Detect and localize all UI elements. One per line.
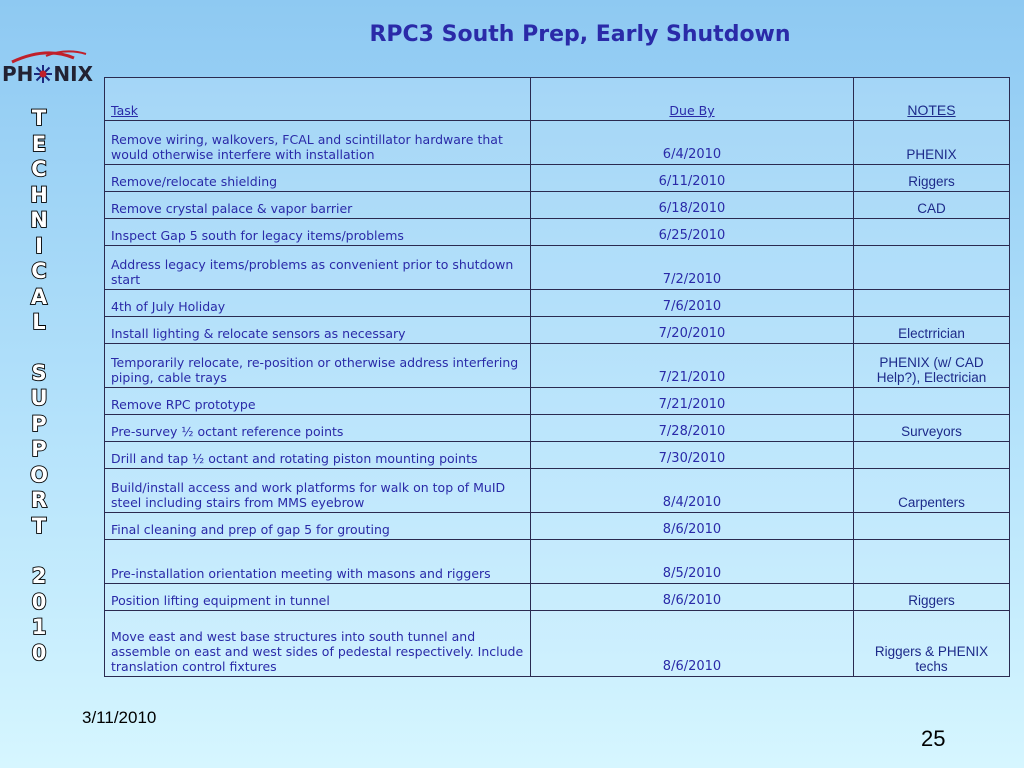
due-date-cell: 8/6/2010	[531, 513, 854, 540]
notes-cell: Surveyors	[854, 415, 1010, 442]
notes-cell	[854, 219, 1010, 246]
due-date-cell: 7/6/2010	[531, 290, 854, 317]
due-date-cell: 6/25/2010	[531, 219, 854, 246]
notes-cell	[854, 513, 1010, 540]
technical-support-2010-vertical-text	[20, 106, 58, 666]
column-header-due-by: Due By	[531, 78, 854, 121]
notes-cell: PHENIX (w/ CAD Help?), Electrician	[854, 344, 1010, 388]
logo-text-left: PH	[2, 62, 34, 86]
notes-cell: PHENIX	[854, 121, 1010, 165]
table-row	[105, 317, 1010, 344]
task-cell: Build/install access and work platforms for walk on top of MuID steel including stairs from MMS eyebrow	[105, 469, 531, 513]
due-date-cell: 7/21/2010	[531, 388, 854, 415]
task-cell: Pre-installation orientation meeting with masons and riggers	[105, 540, 531, 584]
vertical-letter: 1	[31, 615, 47, 639]
due-date-cell: 8/6/2010	[531, 584, 854, 611]
vertical-letter: 0	[31, 640, 47, 665]
vertical-letter: L	[32, 310, 46, 334]
task-cell: Remove RPC prototype	[105, 388, 531, 415]
column-header-notes: NOTES	[854, 78, 1010, 121]
due-date-cell: 7/20/2010	[531, 317, 854, 344]
table-row	[105, 611, 1010, 677]
vertical-letter: P	[31, 411, 47, 436]
due-date-cell: 6/4/2010	[531, 121, 854, 165]
task-cell: Remove/relocate shielding	[105, 165, 531, 192]
logo-text-right: NIX	[53, 62, 94, 86]
notes-cell	[854, 246, 1010, 290]
task-cell: Install lighting & relocate sensors as necessary	[105, 317, 531, 344]
logo-star-icon	[33, 64, 53, 84]
due-date-cell: 8/4/2010	[531, 469, 854, 513]
table-body	[105, 121, 1010, 677]
table-row	[105, 165, 1010, 192]
vertical-letter: A	[30, 284, 48, 309]
notes-cell: Carpenters	[854, 469, 1010, 513]
notes-cell	[854, 442, 1010, 469]
vertical-letter: T	[31, 513, 47, 538]
task-cell: Position lifting equipment in tunnel	[105, 584, 531, 611]
table-row	[105, 290, 1010, 317]
table-row	[105, 469, 1010, 513]
task-cell: Drill and tap ½ octant and rotating piston mounting points	[105, 442, 531, 469]
due-date-cell: 7/28/2010	[531, 415, 854, 442]
task-table	[104, 77, 1010, 677]
notes-cell	[854, 290, 1010, 317]
vertical-letter: U	[30, 386, 48, 410]
table-row	[105, 415, 1010, 442]
vertical-letter: R	[30, 488, 48, 512]
notes-cell	[854, 540, 1010, 584]
due-date-cell: 8/6/2010	[531, 611, 854, 677]
table-row	[105, 192, 1010, 219]
task-cell: Pre-survey ½ octant reference points	[105, 415, 531, 442]
vertical-letter: H	[30, 182, 48, 207]
vertical-letter: N	[30, 208, 48, 232]
column-header-task: Task	[105, 78, 531, 121]
notes-cell	[854, 388, 1010, 415]
slide-title: RPC3 South Prep, Early Shutdown	[369, 22, 791, 47]
vertical-letter: E	[31, 131, 47, 156]
vertical-letter: C	[31, 259, 47, 283]
table-row	[105, 442, 1010, 469]
table-row	[105, 388, 1010, 415]
table-row	[105, 344, 1010, 388]
vertical-letter: 2	[31, 564, 47, 588]
vertical-letter: O	[30, 462, 48, 487]
notes-cell: Riggers	[854, 165, 1010, 192]
page-number: 25	[921, 726, 946, 751]
table-row	[105, 584, 1010, 611]
vertical-letter: I	[35, 233, 43, 258]
notes-cell: Electrrician	[854, 317, 1010, 344]
task-cell: Address legacy items/problems as convenient prior to shutdown start	[105, 246, 531, 290]
notes-cell: CAD	[854, 192, 1010, 219]
task-cell: 4th of July Holiday	[105, 290, 531, 317]
due-date-cell: 8/5/2010	[531, 540, 854, 584]
notes-cell: Riggers	[854, 584, 1010, 611]
task-cell: Final cleaning and prep of gap 5 for grouting	[105, 513, 531, 540]
task-cell: Inspect Gap 5 south for legacy items/problems	[105, 219, 531, 246]
task-cell: Temporarily relocate, re-position or otherwise address interfering piping, cable trays	[105, 344, 531, 388]
phenix-logo	[2, 50, 98, 90]
vertical-letter: T	[31, 106, 47, 130]
due-date-cell: 7/2/2010	[531, 246, 854, 290]
table-row	[105, 540, 1010, 584]
due-date-cell: 7/30/2010	[531, 442, 854, 469]
due-date-cell: 7/21/2010	[531, 344, 854, 388]
table-header-row	[105, 78, 1010, 121]
footer-date: 3/11/2010	[82, 708, 157, 727]
task-cell: Move east and west base structures into south tunnel and assemble on east and west sides of pedestal respectively. Include translation control fixtures	[105, 611, 531, 677]
due-date-cell: 6/18/2010	[531, 192, 854, 219]
due-date-cell: 6/11/2010	[531, 165, 854, 192]
vertical-letter: P	[31, 437, 47, 461]
vertical-letter: C	[31, 157, 47, 181]
notes-cell: Riggers & PHENIX techs	[854, 611, 1010, 677]
vertical-letter: S	[31, 360, 47, 385]
table-row	[105, 246, 1010, 290]
table-row	[105, 121, 1010, 165]
table-row	[105, 513, 1010, 540]
task-cell: Remove crystal palace & vapor barrier	[105, 192, 531, 219]
task-cell: Remove wiring, walkovers, FCAL and scintillator hardware that would otherwise interfere with installation	[105, 121, 531, 165]
vertical-letter: 0	[31, 589, 47, 614]
table-row	[105, 219, 1010, 246]
